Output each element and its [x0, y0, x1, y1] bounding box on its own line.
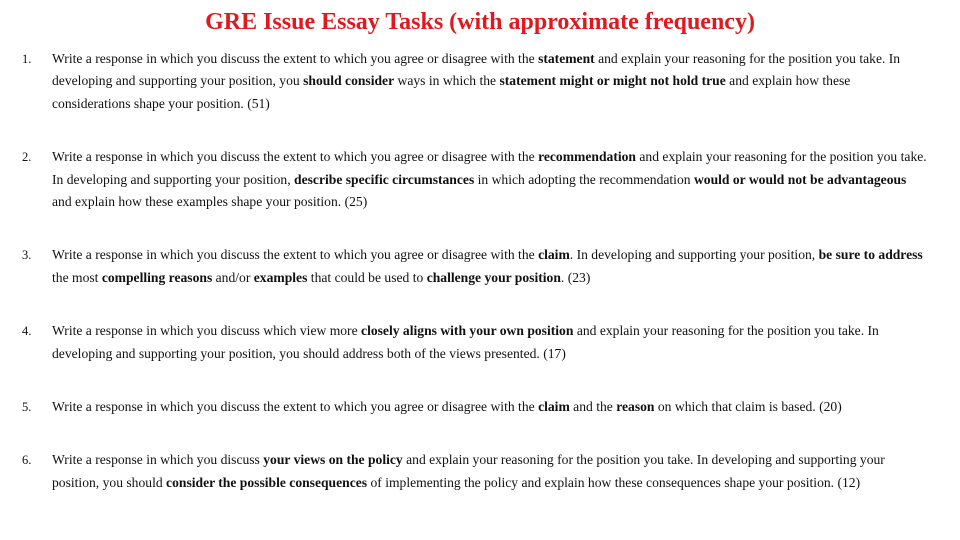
emphasis-text: be sure to address [818, 247, 923, 263]
body-text: and explain your reasoning for the position you take. In developing and supporting your position, you [52, 51, 901, 89]
body-text: that could be used to [307, 269, 427, 285]
body-text: and/or [212, 269, 254, 285]
body-text: in which adopting the recommendation [474, 171, 694, 187]
emphasis-text: claim [538, 399, 570, 415]
emphasis-text: describe specific circumstances [294, 171, 475, 187]
list-item [22, 449, 927, 494]
task-number: 1. [22, 52, 32, 66]
list-item [22, 396, 927, 418]
task-number: 6. [22, 453, 32, 468]
task-number: 5. [22, 400, 32, 415]
emphasis-text: should consider [303, 73, 395, 89]
body-text: . (23) [560, 269, 591, 285]
emphasis-text: challenge your position [426, 269, 561, 285]
emphasis-text: statement [538, 51, 595, 66]
body-text: the most [52, 269, 102, 285]
body-text: and explain your reasoning for the position you take. In developing and supporting your position, you should [52, 452, 885, 490]
list-item [22, 320, 927, 365]
task-text [52, 323, 879, 360]
list-item [22, 244, 927, 289]
emphasis-text: your views on the policy [263, 452, 403, 468]
task-text [52, 51, 900, 111]
emphasis-text: reason [616, 399, 655, 415]
emphasis-text: consider the possible consequences [166, 474, 368, 490]
emphasis-text: closely aligns with your own position [361, 323, 574, 339]
task-list [22, 48, 927, 494]
body-text: and the [569, 399, 617, 415]
list-item [22, 146, 927, 213]
body-text: of implementing the policy and explain how these consequences shape your position. (12) [367, 474, 861, 490]
body-text: and explain how these examples shape your position. (25) [52, 194, 368, 210]
body-text: on which that claim is based. (20) [654, 399, 842, 415]
body-text: Write a response in which you discuss the extent to which you agree or disagree with the [52, 51, 539, 66]
task-number: 2. [22, 150, 32, 165]
body-text: Write a response in which you discuss the extent to which you agree or disagree with the [52, 247, 539, 263]
task-text [52, 247, 923, 284]
emphasis-text: compelling reasons [101, 269, 213, 285]
body-text: Write a response in which you discuss the extent to which you agree or disagree with the [52, 399, 539, 415]
page-title: GRE Issue Essay Tasks (with approximate frequency) [205, 9, 755, 35]
body-text: Write a response in which you discuss [52, 452, 264, 468]
body-text: Write a response in which you discuss which view more [52, 323, 362, 339]
task-number: 4. [22, 324, 32, 339]
body-text: ways in which the [394, 73, 500, 89]
body-text: and explain your reasoning for the position you take. In developing and supporting your position, you should address both of the views presented. (17) [52, 323, 879, 361]
task-text [52, 149, 927, 209]
emphasis-text: recommendation [538, 149, 636, 165]
emphasis-text: statement might or might not hold true [499, 73, 726, 89]
body-text: Write a response in which you discuss the extent to which you agree or disagree with the [52, 149, 539, 165]
body-text: and explain how these considerations shape your position. (51) [52, 73, 851, 111]
body-text: . In developing and supporting your position, [569, 247, 819, 263]
emphasis-text: claim [538, 247, 570, 263]
task-text [52, 399, 842, 414]
task-number: 3. [22, 248, 32, 263]
task-text [52, 452, 885, 489]
emphasis-text: would or would not be advantageous [693, 171, 907, 187]
emphasis-text: examples [253, 269, 308, 285]
list-item [22, 48, 927, 115]
body-text: and explain your reasoning for the position you take. In developing and supporting your position, [52, 149, 927, 187]
